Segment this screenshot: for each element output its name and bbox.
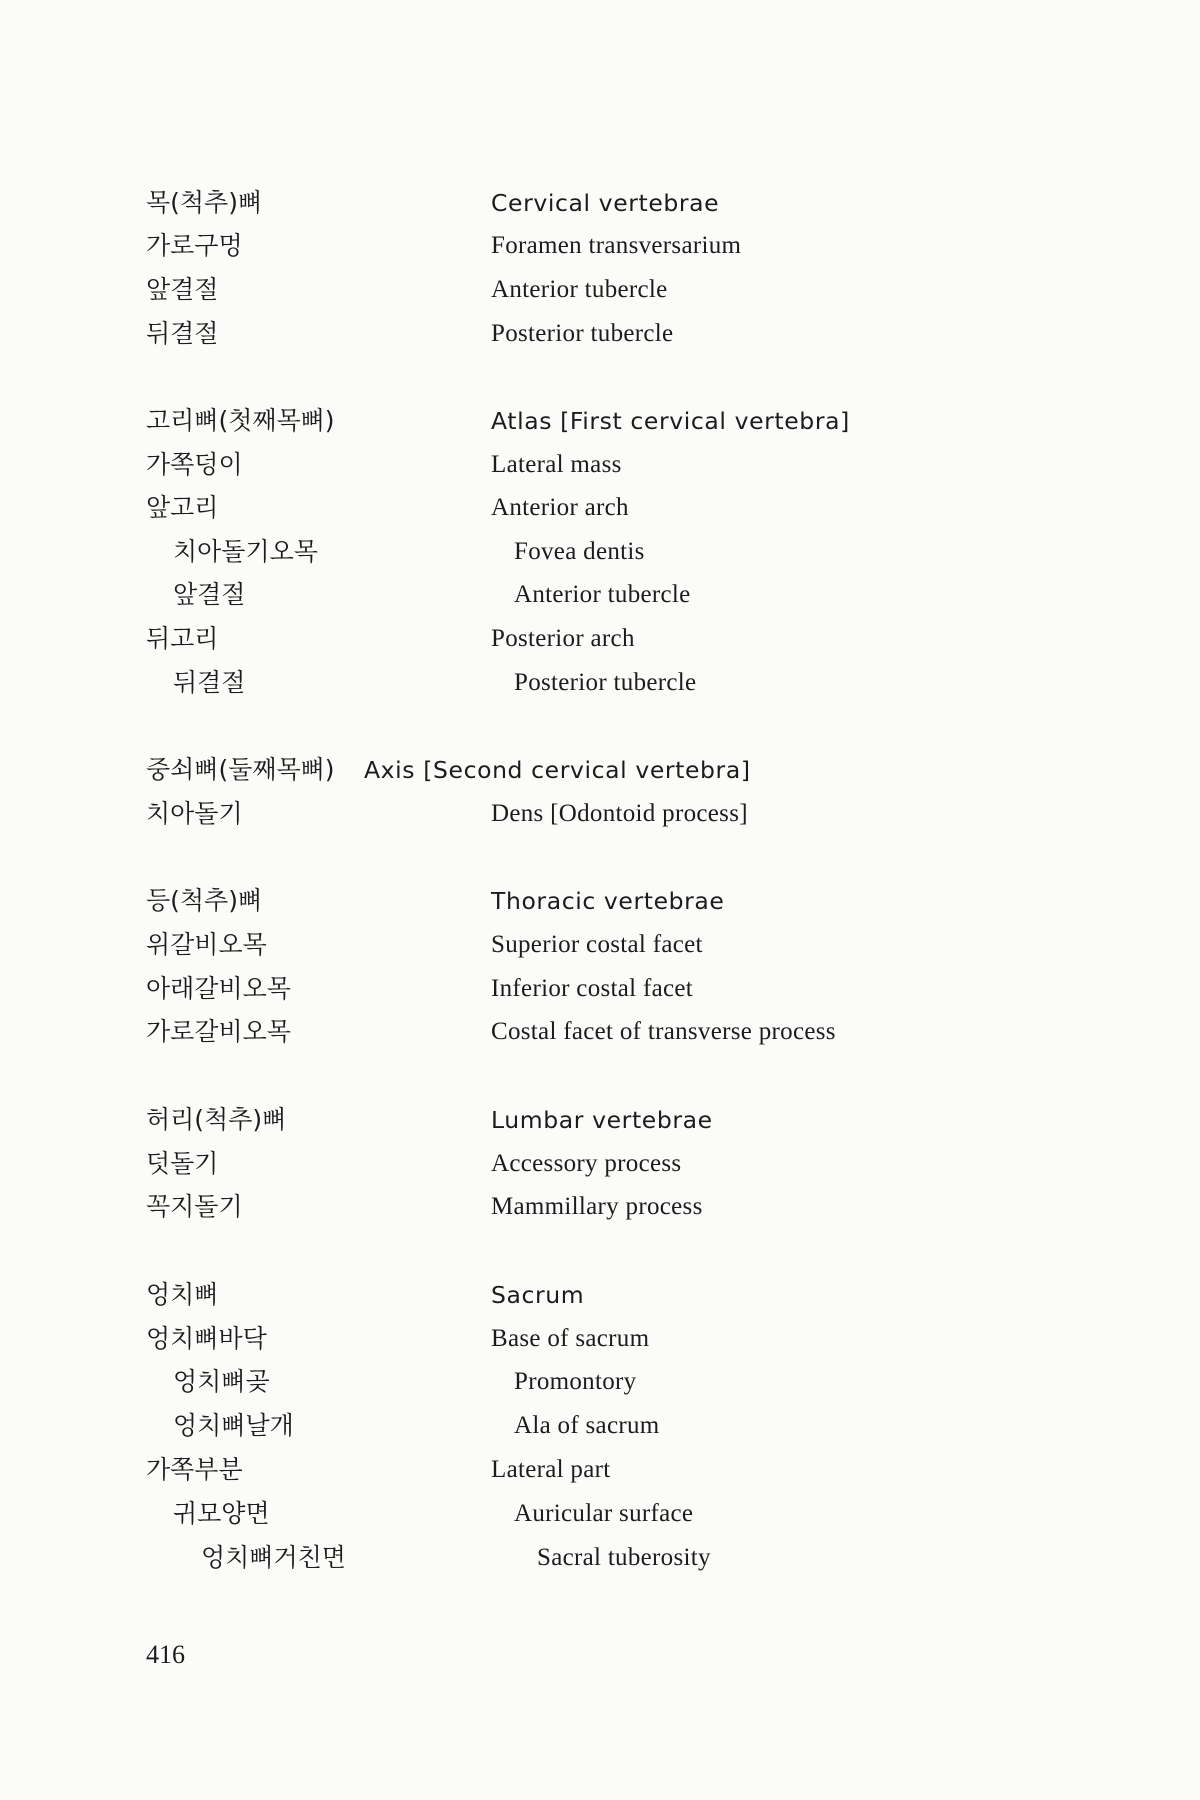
english-term: Lateral mass: [491, 451, 622, 478]
english-term: Posterior tubercle: [514, 669, 697, 696]
glossary-entry: [0, 314, 1200, 354]
korean-term: 뒤결절: [146, 319, 219, 348]
glossary-entry: [0, 270, 1200, 310]
korean-term: 뒤고리: [146, 624, 219, 653]
english-term: Superior costal facet: [491, 931, 703, 958]
glossary-entry: [0, 881, 1200, 921]
glossary-entry: [0, 1406, 1200, 1446]
korean-term: 위갈비오목: [146, 930, 267, 959]
english-term: Thoracic vertebrae: [491, 887, 725, 915]
korean-term: 귀모양면: [173, 1499, 270, 1528]
english-term: Sacrum: [491, 1281, 585, 1309]
page-number: 416: [146, 1640, 185, 1669]
korean-term: 덧돌기: [146, 1149, 219, 1178]
korean-term: 가로갈비오목: [146, 1017, 291, 1046]
korean-term: 엉치뼈: [146, 1280, 219, 1309]
english-term: Posterior tubercle: [491, 320, 674, 347]
english-term: Accessory process: [491, 1150, 682, 1177]
english-term: Fovea dentis: [514, 538, 645, 565]
glossary-entry: [0, 1275, 1200, 1315]
korean-term: 고리뼈(첫째목뼈): [146, 406, 335, 435]
glossary-entry: [0, 1012, 1200, 1052]
glossary-entry: [0, 1450, 1200, 1490]
korean-term: 등(척추)뼈: [146, 886, 263, 915]
glossary-entry: [0, 663, 1200, 703]
english-term: Posterior arch: [491, 625, 635, 652]
english-term: Inferior costal facet: [491, 975, 694, 1002]
english-term: Anterior tubercle: [514, 581, 691, 608]
english-term: Promontory: [514, 1368, 637, 1395]
english-term: Sacral tuberosity: [537, 1544, 711, 1571]
english-term: Base of sacrum: [491, 1325, 650, 1352]
korean-term: 꼭지돌기: [146, 1192, 243, 1221]
korean-term: 아래갈비오목: [146, 974, 291, 1003]
korean-term: 앞결절: [146, 275, 219, 304]
english-term: Cervical vertebrae: [491, 189, 720, 217]
korean-term: 엉치뼈곶: [173, 1367, 270, 1396]
english-term: Lumbar vertebrae: [491, 1106, 713, 1134]
english-term: Auricular surface: [514, 1500, 694, 1527]
glossary-entry: [0, 750, 1200, 790]
glossary-entry: [0, 969, 1200, 1009]
korean-term: 치아돌기: [146, 799, 243, 828]
glossary-entry: [0, 1538, 1200, 1578]
english-term: Lateral part: [491, 1456, 611, 1483]
glossary-entry: [0, 183, 1200, 223]
korean-term: 뒤결절: [173, 668, 246, 697]
korean-term: 앞결절: [173, 580, 246, 609]
korean-term: 가쪽덩이: [146, 450, 243, 479]
glossary-entry: [0, 794, 1200, 834]
english-term: Costal facet of transverse process: [491, 1018, 836, 1045]
glossary-entry: [0, 226, 1200, 266]
glossary-entry: [0, 1362, 1200, 1402]
english-term: Axis [Second cervical vertebra]: [364, 756, 751, 784]
korean-term: 치아돌기오목: [173, 537, 318, 566]
glossary-entry: [0, 1494, 1200, 1534]
glossary-entry: [0, 575, 1200, 615]
glossary-entry: [0, 532, 1200, 572]
glossary-entry: [0, 1100, 1200, 1140]
korean-term: 목(척추)뼈: [146, 188, 263, 217]
glossary-entry: [0, 1187, 1200, 1227]
korean-term: 엉치뼈날개: [173, 1411, 294, 1440]
korean-term: 엉치뼈거친면: [201, 1543, 346, 1572]
english-term: Ala of sacrum: [514, 1412, 660, 1439]
korean-term: 엉치뼈바닥: [146, 1324, 267, 1353]
glossary-entry: [0, 445, 1200, 485]
korean-term: 가로구멍: [146, 231, 243, 260]
korean-term: 앞고리: [146, 493, 219, 522]
korean-term: 허리(척추)뼈: [146, 1105, 287, 1134]
english-term: Foramen transversarium: [491, 232, 742, 259]
glossary-entry: [0, 619, 1200, 659]
english-term: Atlas [First cervical vertebra]: [491, 407, 850, 435]
korean-term: 중쇠뼈(둘째목뼈): [146, 755, 335, 784]
glossary-entry: [0, 1144, 1200, 1184]
english-term: Dens [Odontoid process]: [491, 800, 748, 827]
glossary-entry: [0, 925, 1200, 965]
glossary-entry: [0, 1319, 1200, 1359]
english-term: Anterior tubercle: [491, 276, 668, 303]
english-term: Mammillary process: [491, 1193, 703, 1220]
english-term: Anterior arch: [491, 494, 629, 521]
glossary-entry: [0, 401, 1200, 441]
korean-term: 가쪽부분: [146, 1455, 243, 1484]
glossary-entry: [0, 488, 1200, 528]
